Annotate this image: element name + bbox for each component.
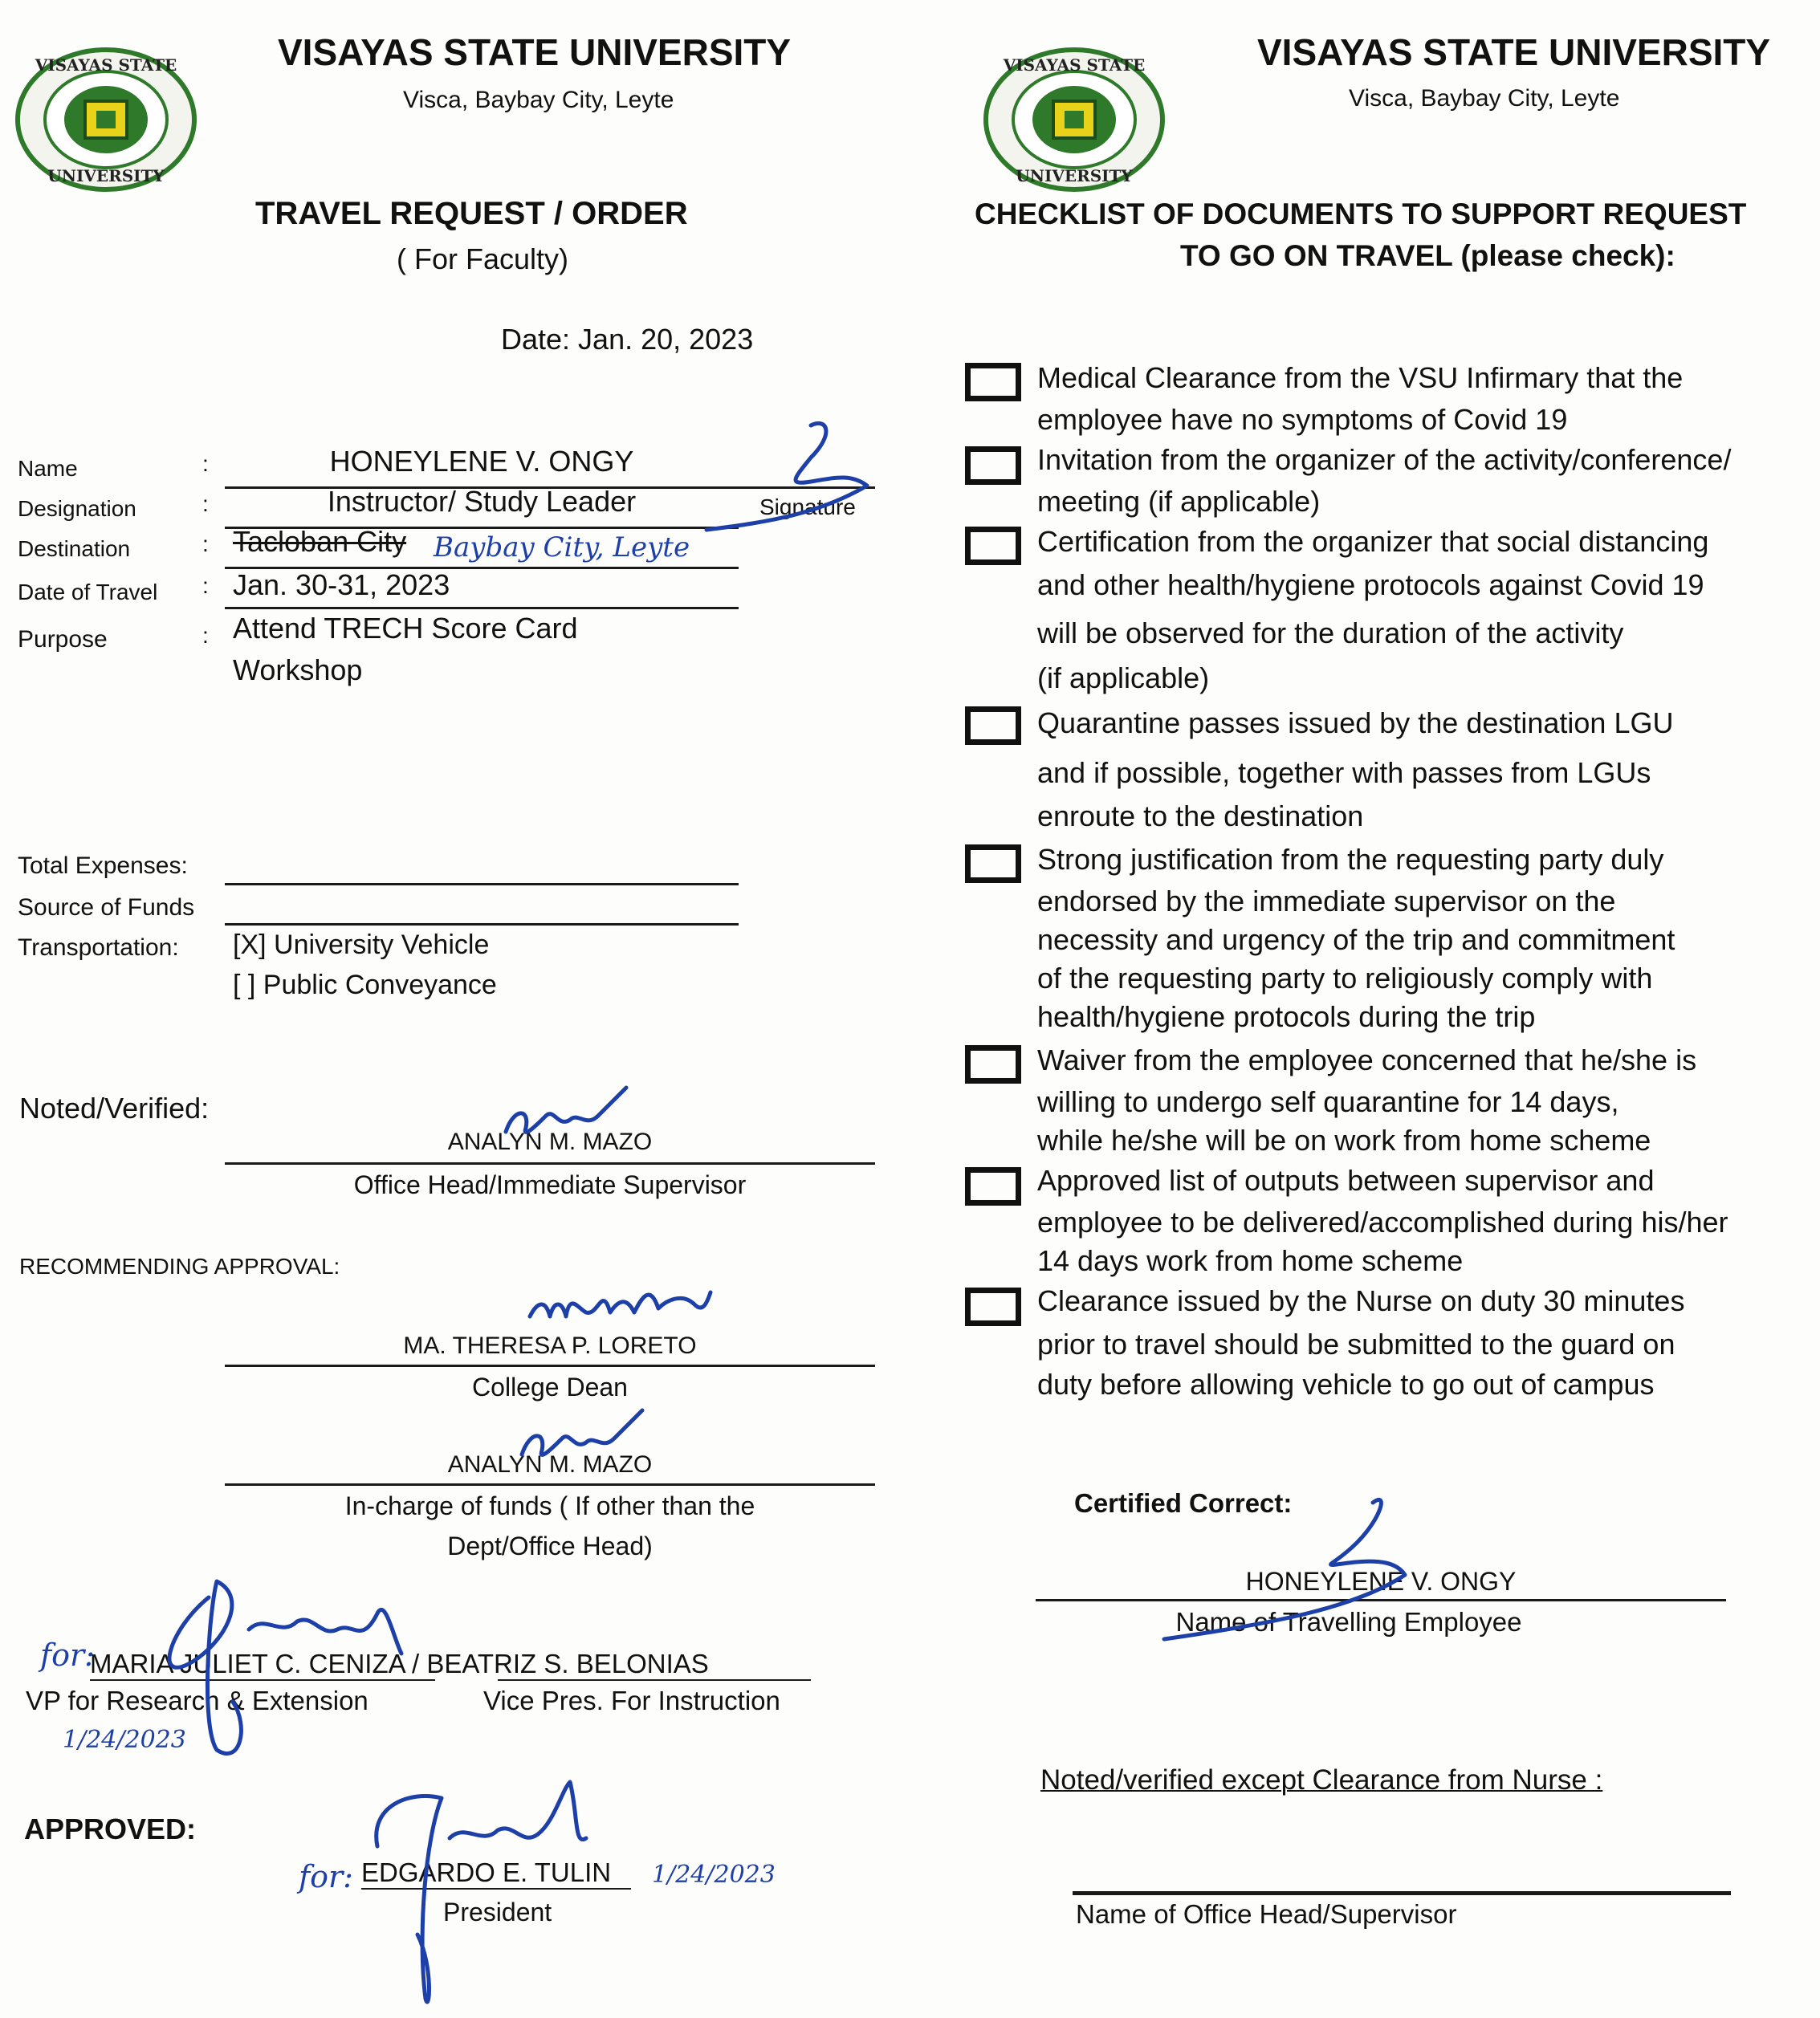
president-signature [361,1774,618,2015]
name-label: Name [18,456,78,481]
purpose-line-2: Workshop [233,653,363,686]
noted-initials-signature [498,1084,634,1156]
vp-line-2 [498,1679,811,1681]
svg-text:VISAYAS STATE: VISAYAS STATE [1003,55,1146,75]
purpose-line-1: Attend TRECH Score Card [233,612,578,645]
noted-line [225,1162,875,1165]
checklist-checkbox-approved-outputs[interactable] [965,1167,1021,1206]
dean-title: College Dean [472,1373,628,1402]
university-name-right: VISAYAS STATE UNIVERSITY [1257,31,1771,73]
checklist-item-text: and other health/hygiene protocols against Covid 19 [1037,568,1704,601]
checklist-item-text: and if possible, together with passes from LGUs [1037,756,1651,789]
destination-value-struck: Tacloban City [233,525,407,558]
date-of-travel-colon: : [202,573,209,598]
president-name: EDGARDO E. TULIN [361,1857,612,1887]
total-expenses-line [225,883,739,885]
checklist-item-text: willing to undergo self quarantine for 14 days, [1037,1085,1619,1118]
university-name: VISAYAS STATE UNIVERSITY [278,31,792,73]
funds-incharge-title-1: In-charge of funds ( If other than the [344,1491,755,1520]
noted-name: ANALYN M. MAZO [447,1129,653,1155]
checklist-checkbox-certification[interactable] [965,527,1021,565]
checklist-item-text: necessity and urgency of the trip and commitment [1037,923,1675,956]
checklist-item-text: employee to be delivered/accomplished during his/her [1037,1206,1728,1239]
checklist-item-text: Quarantine passes issued by the destination LGU [1037,706,1674,739]
dean-line [225,1365,875,1367]
certified-correct-label: Certified Correct: [1074,1488,1293,1518]
date-of-travel-line [225,607,739,609]
vp-handwritten-date: 1/24/2023 [63,1726,186,1754]
svg-text:VISAYAS STATE: VISAYAS STATE [35,55,177,75]
office-head-line [1073,1891,1731,1895]
funds-initials-signature [514,1406,650,1479]
svg-text:UNIVERSITY: UNIVERSITY [1016,166,1133,185]
university-address: Visca, Baybay City, Leyte [403,87,674,113]
checklist-item-text: endorsed by the immediate supervisor on the [1037,885,1616,917]
signature-label: Signature [759,494,856,519]
recommending-approval-label: RECOMMENDING APPROVAL: [19,1254,340,1279]
travelling-employee-caption: Name of Travelling Employee [1175,1607,1522,1637]
total-expenses-label: Total Expenses: [18,852,188,879]
noted-title: Office Head/Immediate Supervisor [353,1170,747,1199]
name-value: HONEYLENE V. ONGY [329,445,634,478]
source-of-funds-line [225,923,739,926]
dean-name: MA. THERESA P. LORETO [403,1332,697,1359]
destination-handwritten: Baybay City, Leyte [434,531,690,563]
svg-text:UNIVERSITY: UNIVERSITY [47,166,165,185]
date-of-travel-value: Jan. 30-31, 2023 [233,568,450,601]
requester-signature [674,409,883,538]
noted-verified-except-label: Noted/verified except Clearance from Nurse : [1040,1764,1603,1796]
checklist-checkbox-medical-clearance[interactable] [965,363,1021,401]
vp-signature [120,1565,425,1766]
dean-signature [522,1268,715,1332]
president-handwritten-date: 1/24/2023 [652,1861,776,1889]
noted-verified-label: Noted/Verified: [19,1092,210,1125]
form-subtitle: ( For Faculty) [397,242,569,275]
president-title: President [443,1898,552,1926]
president-for-handwritten: for: [299,1859,353,1894]
vp-research-title: VP for Research & Extension [26,1686,368,1715]
funds-incharge-name: ANALYN M. MAZO [447,1451,653,1478]
approved-label: APPROVED: [24,1813,197,1845]
purpose-colon: : [202,623,209,648]
checklist-item-text: 14 days work from home scheme [1037,1244,1464,1277]
checklist-title-line-1: CHECKLIST OF DOCUMENTS TO SUPPORT REQUEST [975,197,1747,230]
checklist-item-text: Invitation from the organizer of the activity/conference/ [1037,443,1732,476]
university-address-right: Visca, Baybay City, Leyte [1349,85,1620,112]
name-colon: : [202,451,209,476]
university-seal-logo-right [981,47,1167,193]
checklist-item-text: Waiver from the employee concerned that he/she is [1037,1044,1697,1076]
checklist-item-text: (if applicable) [1037,661,1210,694]
designation-colon: : [202,491,209,516]
checklist-item-text: Certification from the organizer that social distancing [1037,525,1709,558]
travelling-employee-signature [1156,1487,1429,1647]
checklist-item-text: Clearance issued by the Nurse on duty 30 minutes [1037,1284,1685,1317]
purpose-label: Purpose [18,626,108,653]
vp-for-handwritten: for: [40,1638,95,1673]
checklist-item-text: meeting (if applicable) [1037,485,1321,518]
vp-instruction-title: Vice Pres. For Instruction [483,1686,780,1715]
transportation-label: Transportation: [18,934,179,961]
university-seal-logo [14,47,197,193]
checklist-item-text: duty before allowing vehicle to go out of campus [1037,1368,1655,1401]
checklist-item-text: of the requesting party to religiously comply with [1037,962,1653,995]
destination-colon: : [202,531,209,556]
transport-option-public-conveyance: [ ] Public Conveyance [233,970,497,1000]
checklist-item-text: prior to travel should be submitted to the guard on [1037,1328,1675,1361]
funds-incharge-line [225,1483,875,1486]
checklist-item-text: while he/she will be on work from home scheme [1037,1124,1651,1157]
travelling-employee-name: HONEYLENE V. ONGY [1245,1567,1517,1596]
designation-value: Instructor/ Study Leader [327,485,637,518]
source-of-funds-label: Source of Funds [18,894,195,921]
checklist-checkbox-invitation[interactable] [965,446,1021,485]
checklist-item-text: Medical Clearance from the VSU Infirmary that the [1037,361,1684,394]
date-of-travel-label: Date of Travel [18,580,158,604]
destination-label: Destination [18,536,131,561]
checklist-item-text: employee have no symptoms of Covid 19 [1037,403,1568,436]
designation-label: Designation [18,496,136,521]
checklist-title-line-2: TO GO ON TRAVEL (please check): [1180,239,1675,272]
form-date: Date: Jan. 20, 2023 [501,323,754,356]
checklist-item-text: will be observed for the duration of the activity [1037,616,1624,649]
checklist-checkbox-waiver[interactable] [965,1045,1021,1084]
checklist-item-text: Approved list of outputs between supervisor and [1037,1164,1655,1197]
office-head-caption: Name of Office Head/Supervisor [1076,1899,1457,1929]
checklist-checkbox-justification[interactable] [965,844,1021,883]
checklist-checkbox-nurse-clearance[interactable] [965,1288,1021,1326]
form-title: TRAVEL REQUEST / ORDER [255,196,688,231]
checklist-checkbox-quarantine-passes[interactable] [965,706,1021,745]
funds-incharge-title-2: Dept/Office Head) [447,1532,653,1560]
checklist-item-text: Strong justification from the requesting party duly [1037,843,1664,876]
transport-option-university-vehicle: [X] University Vehicle [233,930,490,960]
checklist-item-text: health/hygiene protocols during the trip [1037,1000,1536,1033]
vp-names: MARIA JULIET C. CENIZA / BEATRIZ S. BELONIAS [90,1649,709,1678]
checklist-item-text: enroute to the destination [1037,799,1364,832]
